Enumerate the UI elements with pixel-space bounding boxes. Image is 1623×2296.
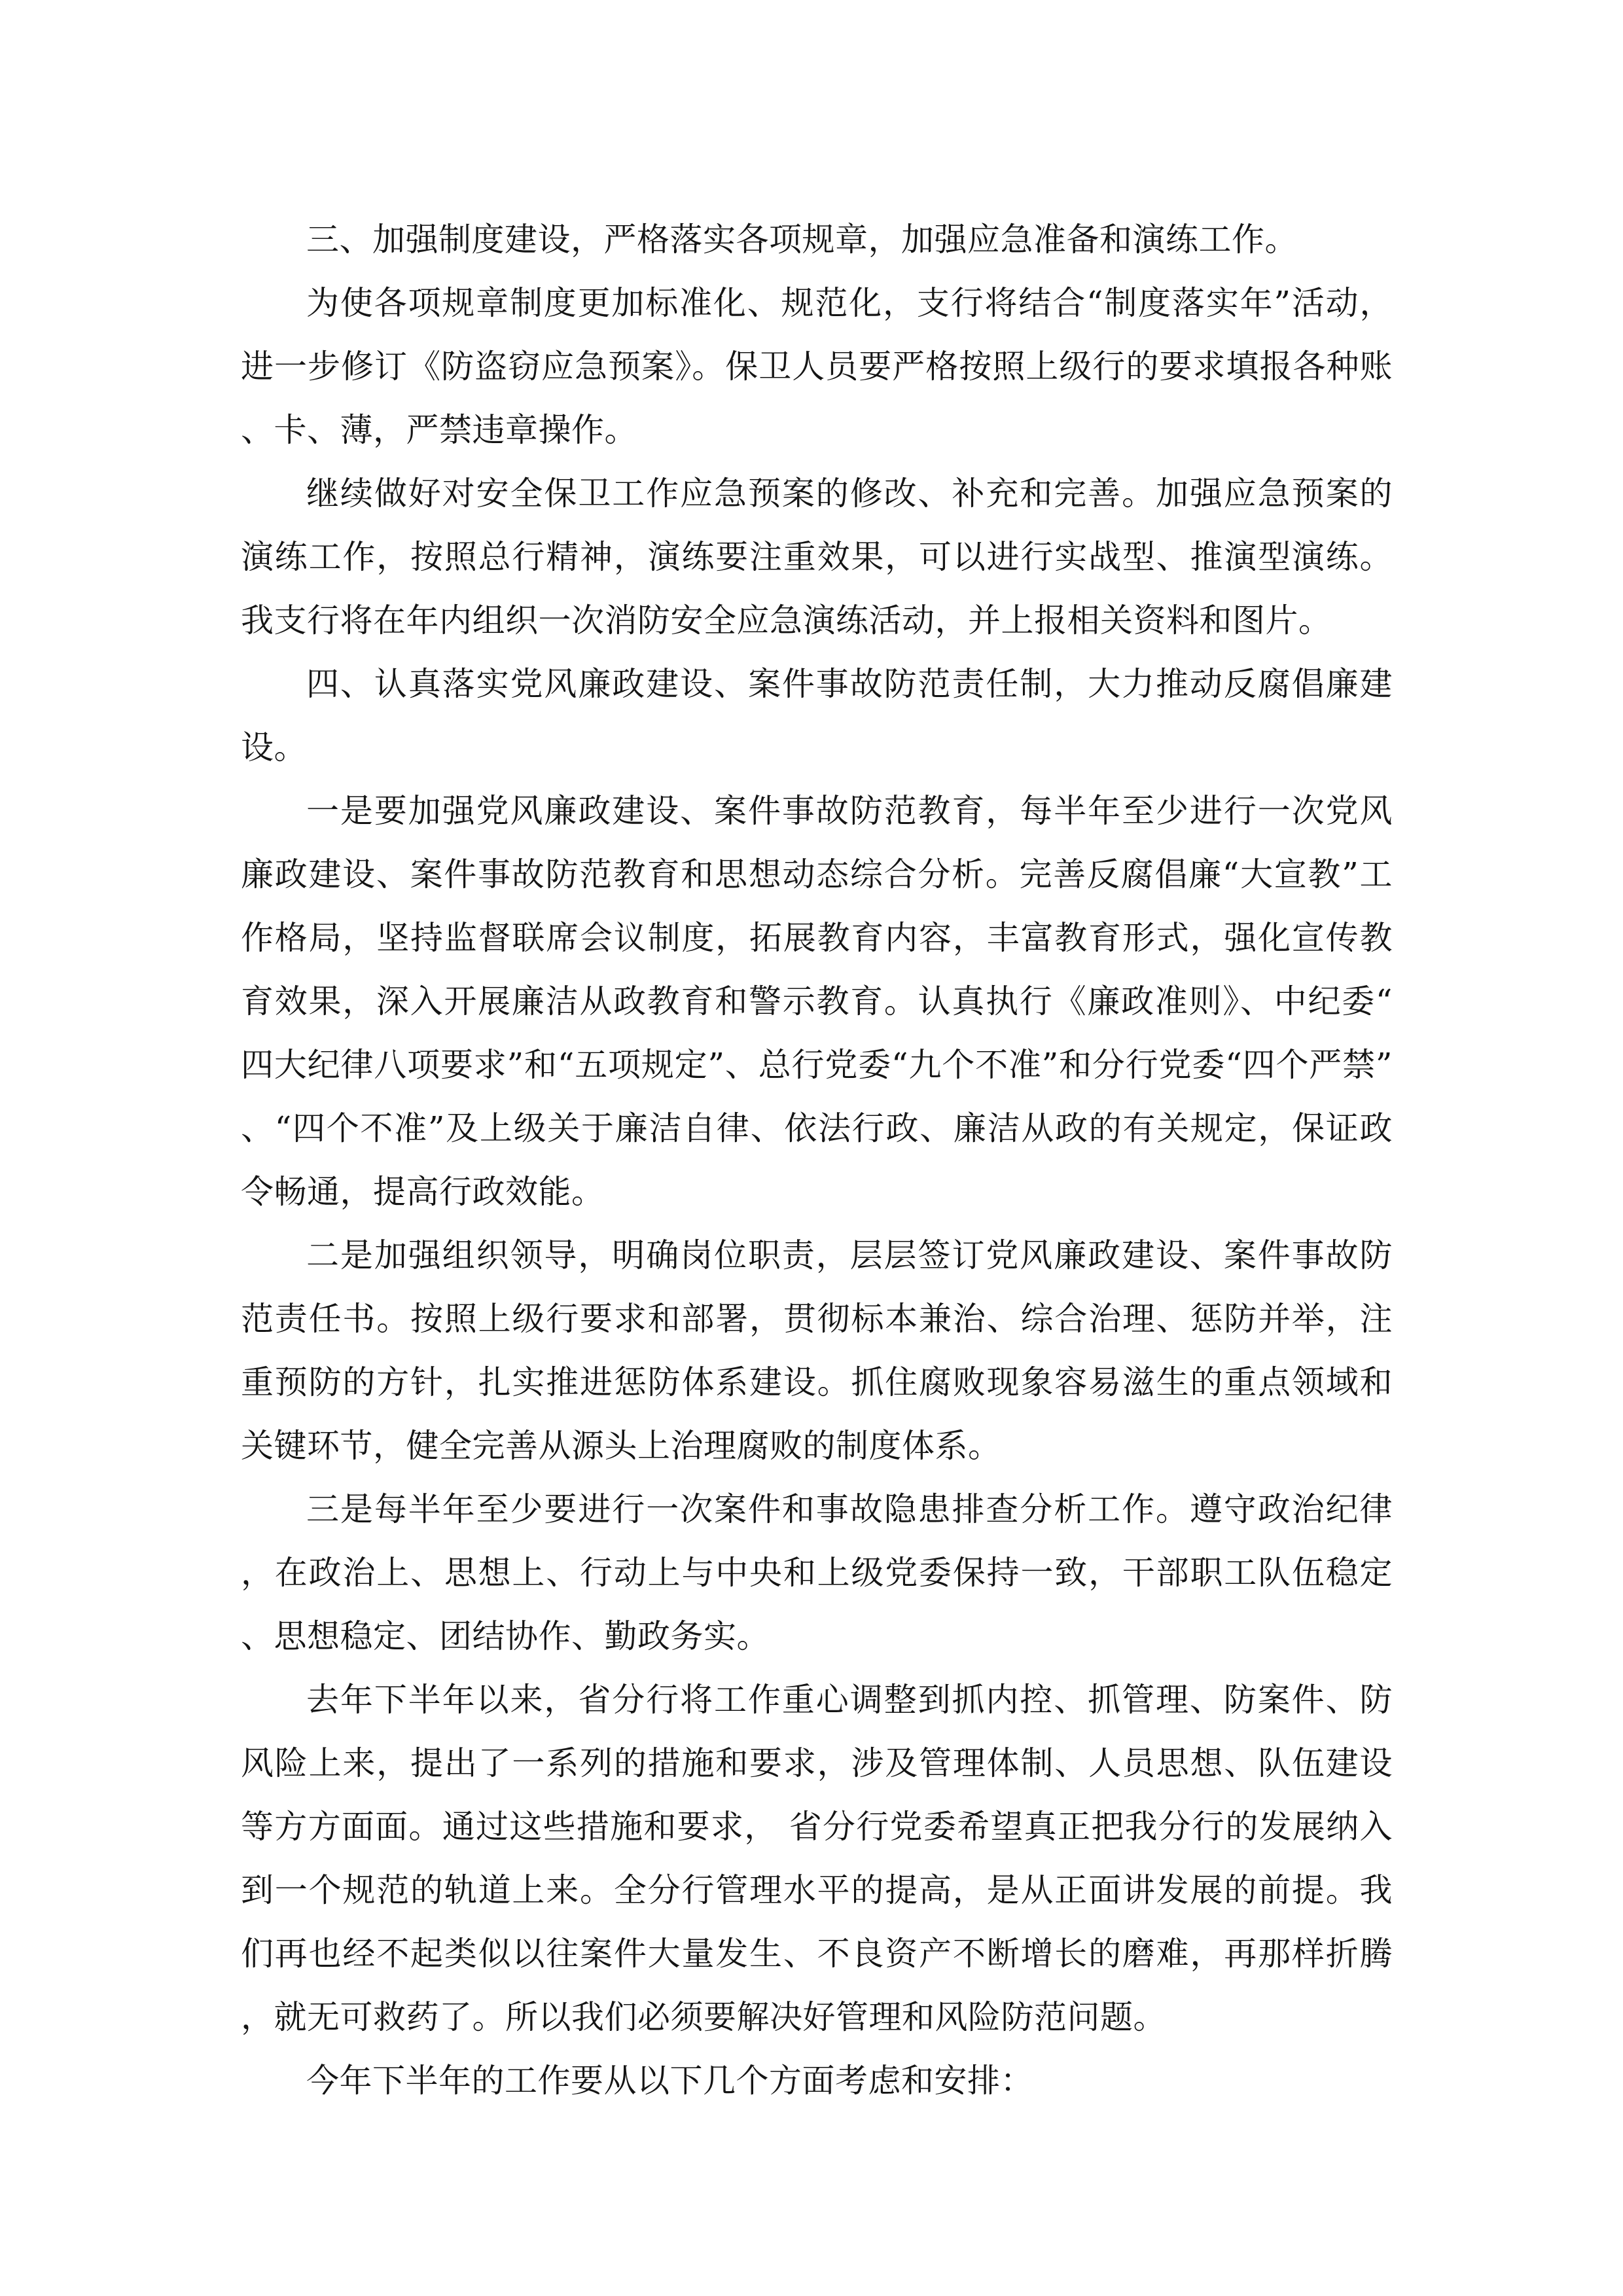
section-heading-4: 四、认真落实党风廉政建设、案件事故防范责任制，大力推动反腐倡廉建设。 [241,665,1393,766]
body-paragraph: 继续做好对安全保卫工作应急预案的修改、补充和完善。加强应急预案的演练工作，按照总行精神，演练要注重效果，可以进行实战型、推演型演练。我支行将在年内组织一次消防安全应急演练活动，并上报相关资料和图片。 [241,475,1393,639]
body-paragraph: 为使各项规章制度更加标准化、规范化，支行将结合“制度落实年”活动，进一步修订《防盗窃应急预案》。保卫人员要严格按照上级行的要求填报各种账、卡、薄，严禁违章操作。 [241,284,1393,449]
body-paragraph: 三是每半年至少要进行一次案件和事故隐患排查分析工作。遵守政治纪律，在政治上、思想上、行动上与中央和上级党委保持一致，干部职工队伍稳定、思想稳定、团结协作、勤政务实。 [241,1490,1393,1655]
body-paragraph: 二是加强组织领导，明确岗位职责，层层签订党风廉政建设、案件事故防范责任书。按照上级行要求和部署，贯彻标本兼治、综合治理、惩防并举，注重预防的方针，扎实推进惩防体系建设。抓住腐败现象容易滋生的重点领域和关键环节，健全完善从源头上治理腐败的制度体系。 [241,1236,1393,1465]
document-body [241,208,1393,2113]
body-paragraph: 今年下半年的工作要从以下几个方面考虑和安排： [306,2062,1033,2100]
body-paragraph: 去年下半年以来，省分行将工作重心调整到抓内控、抓管理、防案件、防风险上来，提出了一系列的措施和要求，涉及管理体制、人员思想、队伍建设等方方面面。通过这些措施和要求， 省分行党委希望真正把我分行的发展纳入到一个规范的轨道上来。全分行管理水平的提高，是从正面讲发展的前提。我们再也经不起类似以往案件大量发生、不良资产不断增长的磨难，再那样折腾，就无可救药了。所以我们必须要解决好管理和风险防范问题。 [241,1681,1393,2036]
body-paragraph: 一是要加强党风廉政建设、案件事故防范教育，每半年至少进行一次党风廉政建设、案件事故防范教育和思想动态综合分析。完善反腐倡廉“大宣教”工作格局，坚持监督联席会议制度，拓展教育内容，丰富教育形式，强化宣传教育效果，深入开展廉洁从政教育和警示教育。认真执行《廉政准则》、中纪委“四大纪律八项要求”和“五项规定”、总行党委“九个不准”和分行党委“四个严禁”、“四个不准”及上级关于廉洁自律、依法行政、廉洁从政的有关规定，保证政令畅通，提高行政效能。 [241,792,1393,1211]
section-heading-3: 三、加强制度建设，严格落实各项规章，加强应急准备和演练工作。 [306,221,1298,259]
